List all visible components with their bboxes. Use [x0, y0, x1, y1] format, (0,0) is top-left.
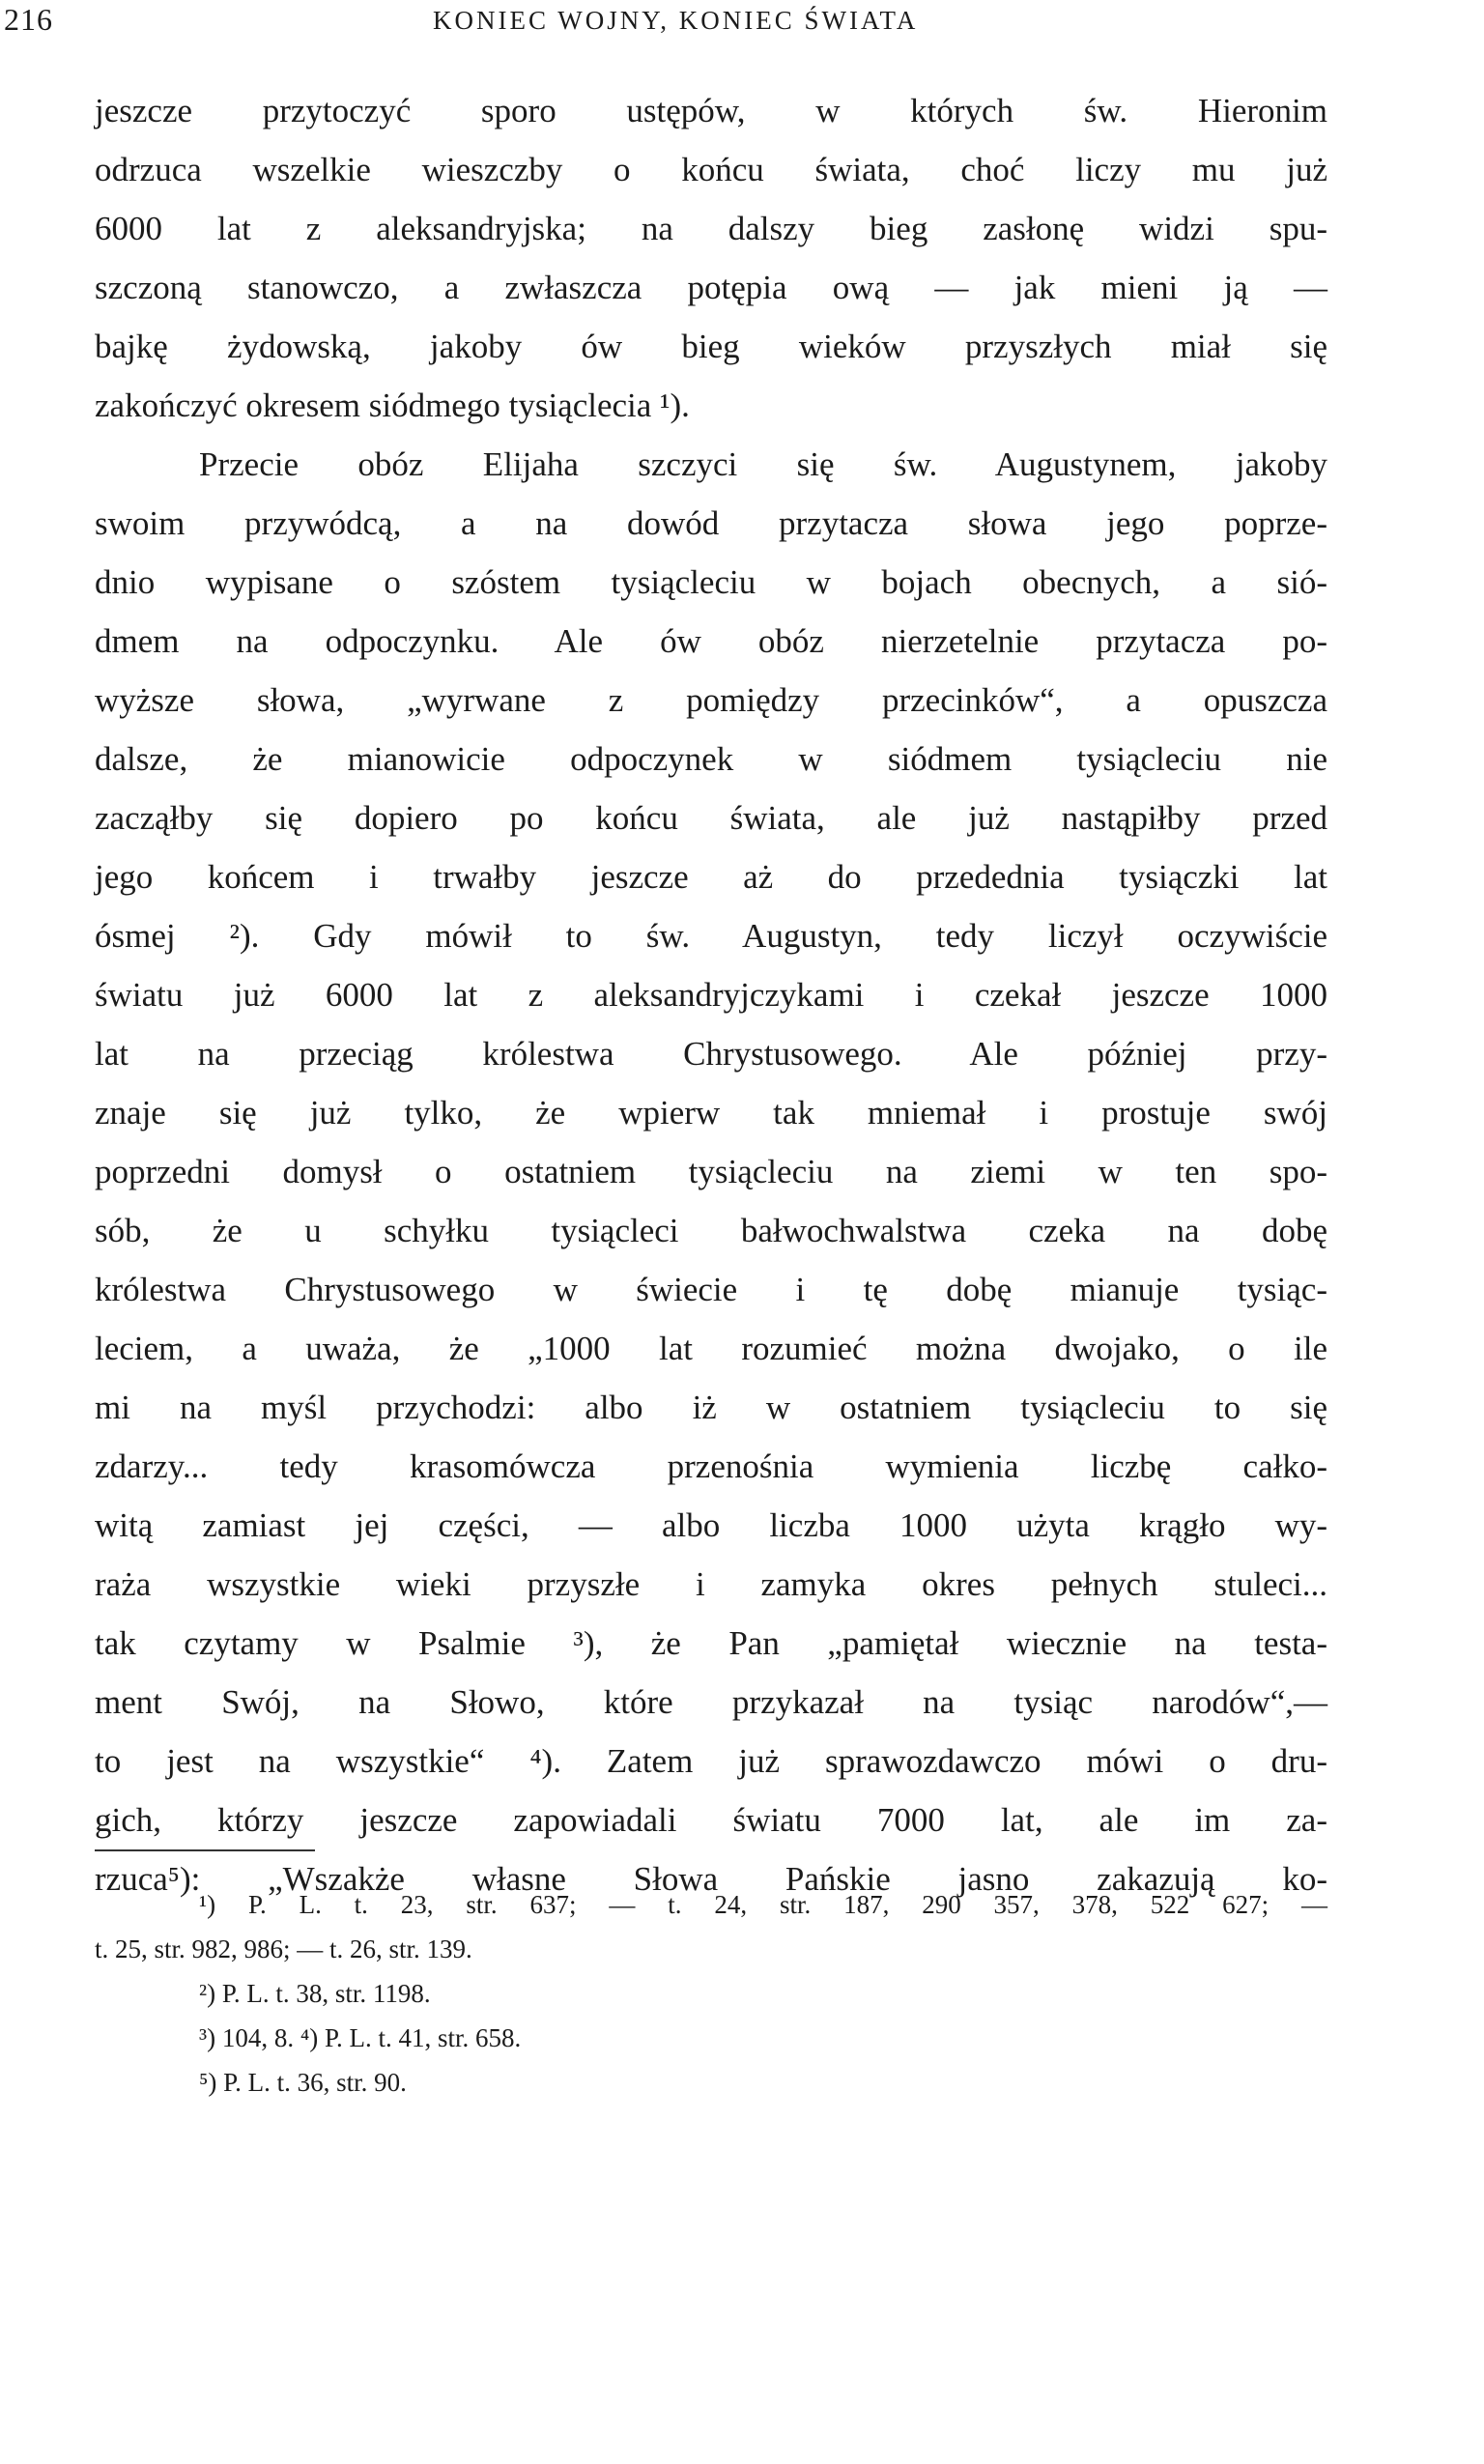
text-line: lat na przeciąg królestwa Chrystusowego. Ale później przy- [95, 1035, 1327, 1073]
text-line: 6000 lat z aleksandryjska; na dalszy bieg zasłonę widzi spu- [95, 210, 1327, 247]
text-line: jego końcem i trwałby jeszcze aż do przedednia tysiączki lat [95, 858, 1327, 896]
footnote-line: t. 25, str. 982, 986; — t. 26, str. 139. [95, 1934, 472, 1963]
text-line: witą zamiast jej części, — albo liczba 1000 użyta krągło wy- [95, 1506, 1327, 1544]
text-line: szczoną stanowczo, a zwłaszcza potępia ową — jak mieni ją — [95, 269, 1327, 306]
text-line: dmem na odpoczynku. Ale ów obóz nierzetelnie przytacza po- [95, 622, 1327, 660]
text-line: sób, że u schyłku tysiącleci bałwochwalstwa czeka na dobę [95, 1212, 1327, 1249]
footnote-line: ²) P. L. t. 38, str. 1198. [199, 1979, 431, 2008]
text-line: to jest na wszystkie“ ⁴). Zatem już sprawozdawczo mówi o dru- [95, 1742, 1327, 1780]
text-line: dnio wypisane o szóstem tysiącleciu w bojach obecnych, a sió- [95, 563, 1327, 601]
text-line: poprzedni domysł o ostatniem tysiącleciu na ziemi w ten spo- [95, 1153, 1327, 1190]
running-title: KONIEC WOJNY, KONIEC ŚWIATA [433, 6, 919, 35]
text-line: bajkę żydowską, jakoby ów bieg wieków przyszłych miał się [95, 328, 1327, 365]
text-line: zacząłby się dopiero po końcu świata, ale już nastąpiłby przed [95, 799, 1327, 837]
text-line: mi na myśl przychodzi: albo iż w ostatniem tysiącleciu to się [95, 1389, 1327, 1426]
text-line: tak czytamy w Psalmie ³), że Pan „pamiętał wiecznie na testa- [95, 1624, 1327, 1662]
running-head [0, 0, 1484, 39]
text-line: znaje się już tylko, że wpierw tak mniemał i prostuje swój [95, 1094, 1327, 1132]
footnote-line: ⁵) P. L. t. 36, str. 90. [199, 2068, 407, 2097]
footnotes [95, 1882, 1327, 2105]
text-line: światu już 6000 lat z aleksandryjczykami i czekał jeszcze 1000 [95, 976, 1327, 1014]
text-line: zakończyć okresem siódmego tysiąclecia ¹). [95, 387, 690, 424]
text-line: zdarzy... tedy krasomówcza przenośnia wymienia liczbę całko- [95, 1447, 1327, 1485]
body-text [95, 81, 1327, 1908]
text-line: rzuca⁵): „Wszakże własne Słowa Pańskie jasno zakazują ko- [95, 1860, 1327, 1898]
text-line: swoim przywódcą, a na dowód przytacza słowa jego poprze- [95, 504, 1327, 542]
footnote-line: ¹) P. L. t. 23, str. 637; — t. 24, str. 187, 290 357, 378, 522 627; — [199, 1890, 1327, 1919]
text-line: odrzuca wszelkie wieszczby o końcu świata, choć liczy mu już [95, 151, 1327, 188]
text-line: Przecie obóz Elijaha szczyci się św. Augustynem, jakoby [199, 445, 1327, 483]
text-line: gich, którzy jeszcze zapowiadali światu 7000 lat, ale im za- [95, 1801, 1327, 1839]
text-line: ósmej ²). Gdy mówił to św. Augustyn, tedy liczył oczywiście [95, 917, 1327, 955]
footnote-divider [95, 1849, 315, 1851]
text-line: leciem, a uważa, że „1000 lat rozumieć można dwojako, o ile [95, 1330, 1327, 1367]
text-line: królestwa Chrystusowego w świecie i tę dobę mianuje tysiąc- [95, 1271, 1327, 1308]
text-line: ment Swój, na Słowo, które przykazał na tysiąc narodów“,— [95, 1683, 1327, 1721]
page-number: 216 [4, 2, 53, 37]
text-line: wyższe słowa, „wyrwane z pomiędzy przecinków“, a opuszcza [95, 681, 1327, 719]
text-line: dalsze, że mianowicie odpoczynek w siódmem tysiącleciu nie [95, 740, 1327, 778]
text-line: jeszcze przytoczyć sporo ustępów, w których św. Hieronim [95, 92, 1327, 129]
footnote-line: ³) 104, 8. ⁴) P. L. t. 41, str. 658. [199, 2023, 522, 2052]
text-line: raża wszystkie wieki przyszłe i zamyka okres pełnych stuleci... [95, 1565, 1327, 1603]
